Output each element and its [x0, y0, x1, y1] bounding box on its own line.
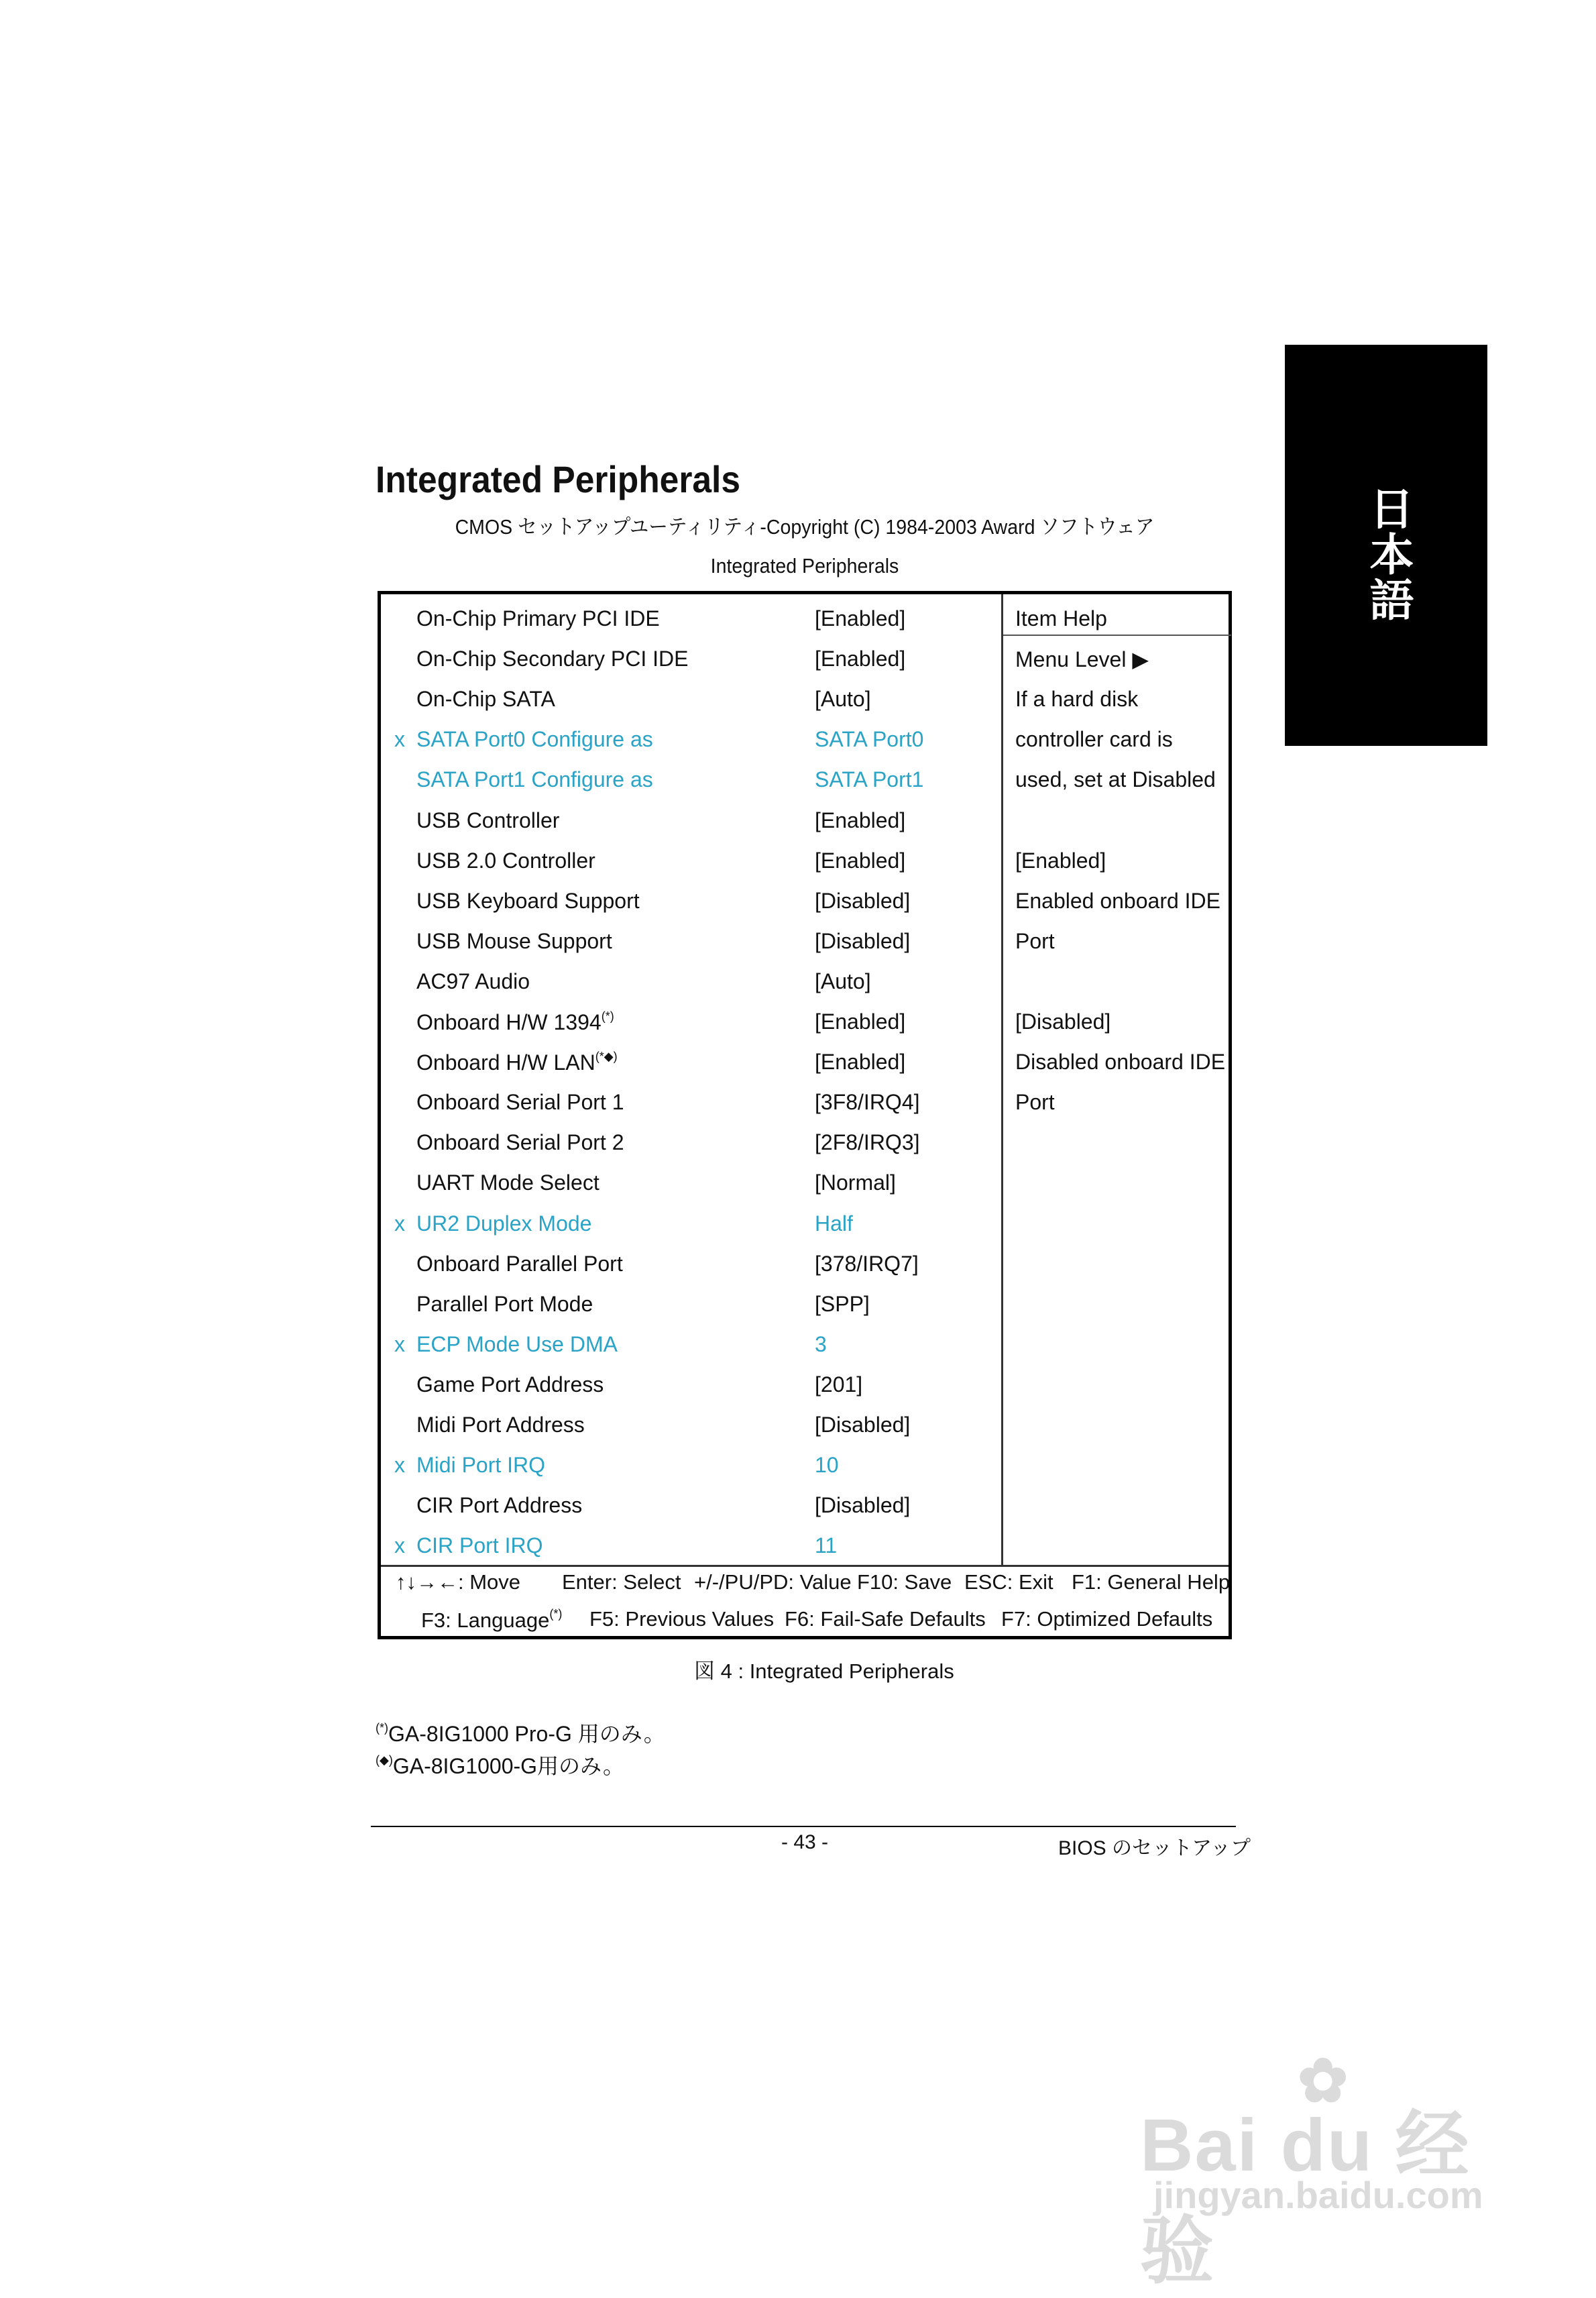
help-text-line: [Enabled]: [1015, 848, 1106, 873]
setting-label-text: UR2 Duplex Mode: [416, 1211, 592, 1236]
setting-label-text: Midi Port IRQ: [416, 1453, 546, 1478]
setting-label: [416, 889, 640, 914]
setting-value[interactable]: [Auto]: [815, 969, 871, 993]
setting-label-text: On-Chip Primary PCI IDE: [416, 606, 660, 631]
help-text-line: Menu Level ▶: [1015, 647, 1149, 672]
key-f10: F10: Save: [857, 1570, 952, 1594]
setting-label-text: USB Mouse Support: [416, 928, 612, 953]
setting-value[interactable]: [Auto]: [815, 687, 871, 712]
setting-row[interactable]: [381, 1292, 1001, 1325]
setting-label: [416, 687, 555, 712]
footer-section-title: BIOS のセットアップ: [1058, 1837, 1251, 1859]
setting-label: [416, 1050, 618, 1075]
setting-value[interactable]: [Disabled]: [815, 928, 911, 953]
setting-label-text: Onboard H/W LAN: [416, 1050, 595, 1075]
setting-value[interactable]: [Enabled]: [815, 647, 906, 671]
setting-label-text: UART Mode Select: [416, 1170, 600, 1195]
footnote-marker: (*): [601, 1009, 614, 1023]
setting-label: [416, 808, 559, 833]
setting-row[interactable]: [381, 1372, 1001, 1406]
bios-screen: [378, 591, 1232, 1639]
cmos-header: CMOS セットアップユーティリティ-Copyright (C) 1984-2003 Award ソフトウェア: [455, 515, 1155, 539]
setting-row[interactable]: [381, 808, 1001, 842]
setting-label: [416, 969, 530, 994]
disabled-mark: x: [394, 727, 405, 752]
setting-label-text: ECP Mode Use DMA: [416, 1331, 618, 1356]
setting-value[interactable]: [Disabled]: [815, 1413, 911, 1437]
setting-value: 10: [815, 1453, 839, 1478]
setting-label-text: CIR Port Address: [416, 1493, 583, 1518]
key-move: ↑↓→←: Move: [396, 1570, 521, 1594]
setting-row: [381, 727, 1001, 761]
setting-value[interactable]: [Disabled]: [815, 888, 911, 913]
setting-label-text: Game Port Address: [416, 1372, 604, 1397]
setting-label: [416, 606, 660, 631]
setting-label: [416, 1332, 618, 1357]
setting-label-text: Onboard Parallel Port: [416, 1251, 623, 1276]
setting-label: [416, 1090, 624, 1115]
setting-row[interactable]: [381, 1050, 1001, 1083]
setting-row[interactable]: [381, 1009, 1001, 1043]
disabled-mark: x: [394, 1453, 405, 1478]
key-esc: ESC: Exit: [964, 1570, 1053, 1594]
setting-label: [416, 929, 612, 954]
setting-row[interactable]: [381, 1170, 1001, 1204]
setting-row[interactable]: [381, 1130, 1001, 1164]
setting-label-text: Onboard Serial Port 1: [416, 1090, 624, 1115]
footnote-marker: (*◆): [595, 1050, 618, 1064]
setting-value: 11: [815, 1533, 838, 1558]
setting-label-text: USB Controller: [416, 808, 560, 832]
setting-row[interactable]: [381, 1493, 1001, 1527]
key-enter: Enter: Select: [562, 1570, 681, 1594]
setting-value[interactable]: [378/IRQ7]: [815, 1251, 919, 1276]
setting-value: SATA Port1: [815, 767, 924, 792]
key-f5: F5: Previous Values: [589, 1607, 775, 1631]
setting-label-text: Midi Port Address: [416, 1413, 585, 1437]
setting-value[interactable]: [Normal]: [815, 1170, 896, 1195]
setting-row[interactable]: [381, 849, 1001, 882]
setting-label: [416, 1292, 593, 1317]
footer-rule: [371, 1826, 1236, 1827]
setting-row: [381, 1332, 1001, 1366]
language-tab-label: 日本語: [1362, 486, 1414, 622]
screen-title: Integrated Peripherals: [710, 554, 899, 578]
help-text-line: Port: [1015, 1090, 1055, 1115]
help-text-line: controller card is: [1015, 727, 1173, 752]
setting-value[interactable]: [3F8/IRQ4]: [815, 1090, 920, 1115]
setting-value[interactable]: [Enabled]: [815, 606, 906, 631]
column-divider: [1001, 594, 1003, 1565]
watermark-brand: Bai du 经验: [1140, 2104, 1471, 2293]
setting-label-text: CIR Port IRQ: [416, 1533, 543, 1558]
key-f3-footnote: (*): [549, 1607, 563, 1621]
setting-label: [416, 1493, 582, 1518]
setting-value[interactable]: [SPP]: [815, 1291, 870, 1316]
setting-row[interactable]: [381, 1413, 1001, 1446]
setting-label-text: Parallel Port Mode: [416, 1291, 593, 1316]
watermark-url: jingyan.baidu.com: [1153, 2174, 1483, 2216]
setting-label: [416, 767, 653, 792]
key-f3: F3: Language(*): [421, 1607, 563, 1632]
help-text-line: used, set at Disabled: [1015, 767, 1216, 792]
setting-row[interactable]: [381, 929, 1001, 963]
setting-label-text: USB Keyboard Support: [416, 888, 640, 913]
help-text-line: Enabled onboard IDE: [1015, 888, 1220, 913]
setting-value[interactable]: [Enabled]: [815, 1050, 906, 1075]
setting-row[interactable]: [381, 606, 1001, 640]
setting-label-text: Onboard H/W 1394: [416, 1010, 602, 1034]
setting-value[interactable]: [Disabled]: [815, 1493, 911, 1518]
setting-row[interactable]: [381, 647, 1001, 680]
setting-label: [416, 1413, 585, 1437]
setting-label-text: SATA Port1 Configure as: [416, 767, 653, 792]
setting-label: [416, 647, 689, 671]
paw-icon: ✿: [1298, 2048, 1349, 2115]
setting-row: [381, 767, 1001, 801]
setting-label: [416, 1533, 543, 1558]
setting-label: [416, 1170, 600, 1195]
disabled-mark: x: [394, 1533, 405, 1558]
watermark-logo: [1140, 2046, 1516, 2293]
setting-row: [381, 1533, 1001, 1567]
key-f7: F7: Optimized Defaults: [1001, 1607, 1213, 1631]
setting-value[interactable]: [Enabled]: [815, 808, 906, 832]
language-tab: [1285, 345, 1487, 746]
help-header-divider: [1003, 635, 1231, 636]
setting-label-text: SATA Port0 Configure as: [416, 727, 653, 752]
page-title: Integrated Peripherals: [376, 458, 741, 500]
setting-value: Half: [815, 1211, 853, 1236]
setting-label-text: AC97 Audio: [416, 969, 530, 993]
setting-label: [416, 1130, 624, 1155]
setting-label: [416, 1453, 545, 1478]
setting-value[interactable]: [Enabled]: [815, 848, 906, 873]
page-number: - 43 -: [781, 1831, 829, 1853]
setting-label-text: On-Chip SATA: [416, 687, 555, 712]
setting-row: [381, 1453, 1001, 1486]
disabled-mark: x: [394, 1211, 405, 1236]
setting-label-text: Onboard Serial Port 2: [416, 1130, 624, 1155]
setting-value[interactable]: [201]: [815, 1372, 863, 1397]
setting-row[interactable]: [381, 1090, 1001, 1124]
setting-value[interactable]: [Enabled]: [815, 1009, 906, 1034]
setting-value: SATA Port0: [815, 727, 924, 752]
help-text-line: If a hard disk: [1015, 687, 1139, 712]
setting-label: [416, 727, 653, 752]
key-value: +/-/PU/PD: Value: [694, 1570, 852, 1594]
item-help-header: Item Help: [1015, 606, 1107, 631]
footnote-2: (◆)GA-8IG1000-G用のみ。: [376, 1753, 624, 1778]
key-f6: F6: Fail-Safe Defaults: [785, 1607, 986, 1631]
setting-label: [416, 1372, 604, 1397]
setting-row[interactable]: [381, 687, 1001, 720]
setting-row: [381, 1211, 1001, 1245]
footnote-1: (*)GA-8IG1000 Pro-G 用のみ。: [376, 1721, 665, 1746]
setting-label: [416, 849, 595, 873]
figure-caption: 図 4 : Integrated Peripherals: [694, 1659, 954, 1683]
setting-row[interactable]: [381, 969, 1001, 1003]
setting-row[interactable]: [381, 889, 1001, 922]
setting-label: [416, 1252, 623, 1276]
setting-row[interactable]: [381, 1252, 1001, 1285]
setting-label: [416, 1009, 614, 1035]
setting-label: [416, 1211, 591, 1236]
setting-label-text: USB 2.0 Controller: [416, 848, 595, 873]
setting-label-text: On-Chip Secondary PCI IDE: [416, 647, 689, 671]
disabled-mark: x: [394, 1331, 405, 1356]
help-text-line: Port: [1015, 928, 1055, 953]
help-text-line: [Disabled]: [1015, 1009, 1111, 1034]
setting-value: 3: [815, 1331, 827, 1356]
setting-value[interactable]: [2F8/IRQ3]: [815, 1130, 920, 1155]
key-f1: F1: General Help: [1072, 1570, 1231, 1594]
help-text-line: Disabled onboard IDE: [1015, 1050, 1226, 1075]
